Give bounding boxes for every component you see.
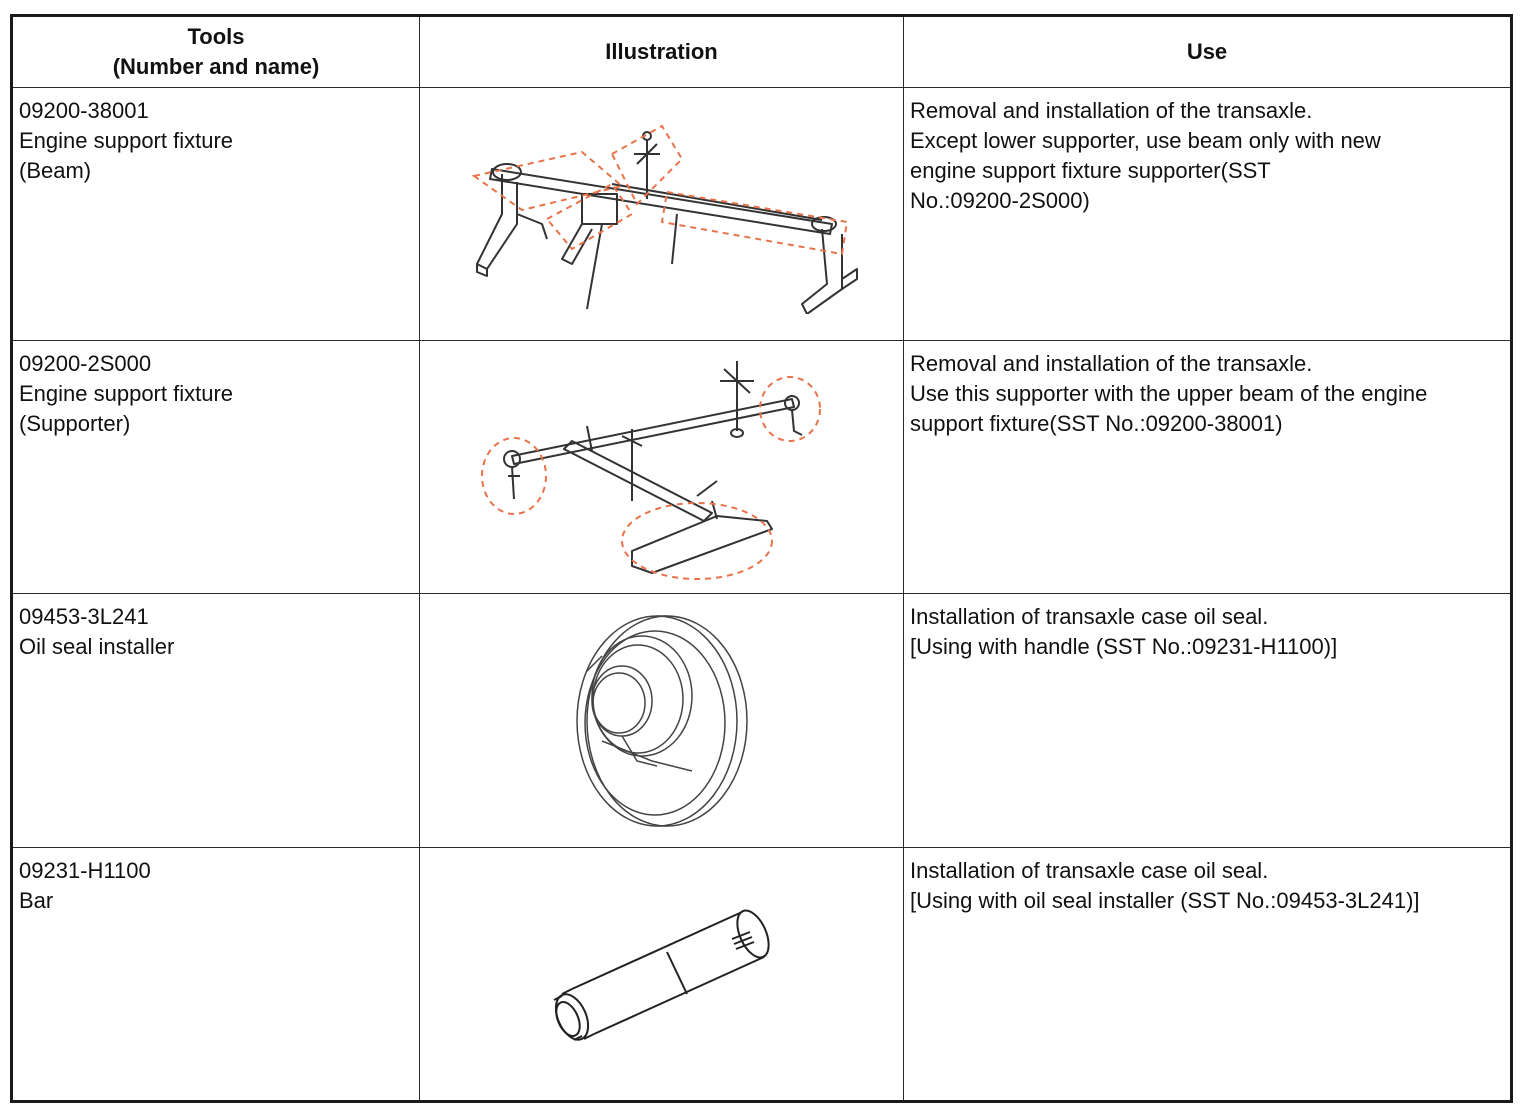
- illustration-cell: [420, 594, 904, 847]
- use-line: Removal and installation of the transaxle.: [910, 351, 1313, 377]
- use-line: support fixture(SST No.:09200-38001): [910, 411, 1283, 437]
- header-tools-line2: (Number and name): [112, 54, 320, 79]
- tool-number: 09200-38001: [19, 98, 149, 123]
- table-row: [12, 88, 1512, 341]
- engine-support-supporter-icon: [472, 351, 852, 583]
- header-tools-line1: Tools: [187, 24, 245, 49]
- illustration-cell: [420, 88, 904, 341]
- use-line: [Using with handle (SST No.:09231-H1100)]: [910, 634, 1338, 660]
- engine-support-beam-icon: [462, 114, 862, 314]
- tool-cell: [12, 847, 420, 1101]
- tool-name: Engine support fixture: [19, 128, 234, 153]
- use-line: engine support fixture supporter(SST: [910, 158, 1271, 183]
- tool-number: 09200-2S000: [19, 351, 152, 377]
- tool-name: Bar: [19, 887, 54, 913]
- illustration-cell: [420, 847, 904, 1101]
- header-illustration: Illustration: [420, 16, 904, 88]
- tool-name-sub: (Supporter): [19, 411, 131, 437]
- tool-cell: [12, 594, 420, 847]
- use-cell: [904, 88, 1512, 341]
- use-cell: [904, 594, 1512, 847]
- table-row: [12, 341, 1512, 594]
- use-cell: [904, 847, 1512, 1101]
- use-cell: [904, 341, 1512, 594]
- special-tools-table: [10, 14, 1513, 1103]
- use-line: [Using with oil seal installer (SST No.:09453-3L241)]: [910, 887, 1420, 913]
- use-line: No.:09200-2S000): [910, 188, 1090, 213]
- use-line: Installation of transaxle case oil seal.: [910, 604, 1269, 630]
- table-row: [12, 594, 1512, 847]
- oil-seal-installer-icon: [562, 611, 762, 831]
- tool-number: 09231-H1100: [19, 857, 151, 883]
- tool-name: Engine support fixture: [19, 381, 234, 407]
- tool-cell: [12, 88, 420, 341]
- use-line: Installation of transaxle case oil seal.: [910, 857, 1269, 883]
- header-tools: [12, 16, 420, 88]
- illustration-cell: [420, 341, 904, 594]
- tool-name: Oil seal installer: [19, 634, 175, 660]
- header-use: Use: [904, 16, 1512, 88]
- tool-cell: [12, 341, 420, 594]
- use-line: Use this supporter with the upper beam of the engine: [910, 381, 1428, 407]
- table-header-row: [12, 16, 1512, 88]
- use-line: Removal and installation of the transaxle.: [910, 98, 1313, 123]
- table-row: [12, 847, 1512, 1101]
- bar-handle-icon: [532, 894, 792, 1054]
- tool-name-sub: (Beam): [19, 158, 92, 183]
- tool-number: 09453-3L241: [19, 604, 149, 630]
- use-line: Except lower supporter, use beam only with new: [910, 128, 1381, 153]
